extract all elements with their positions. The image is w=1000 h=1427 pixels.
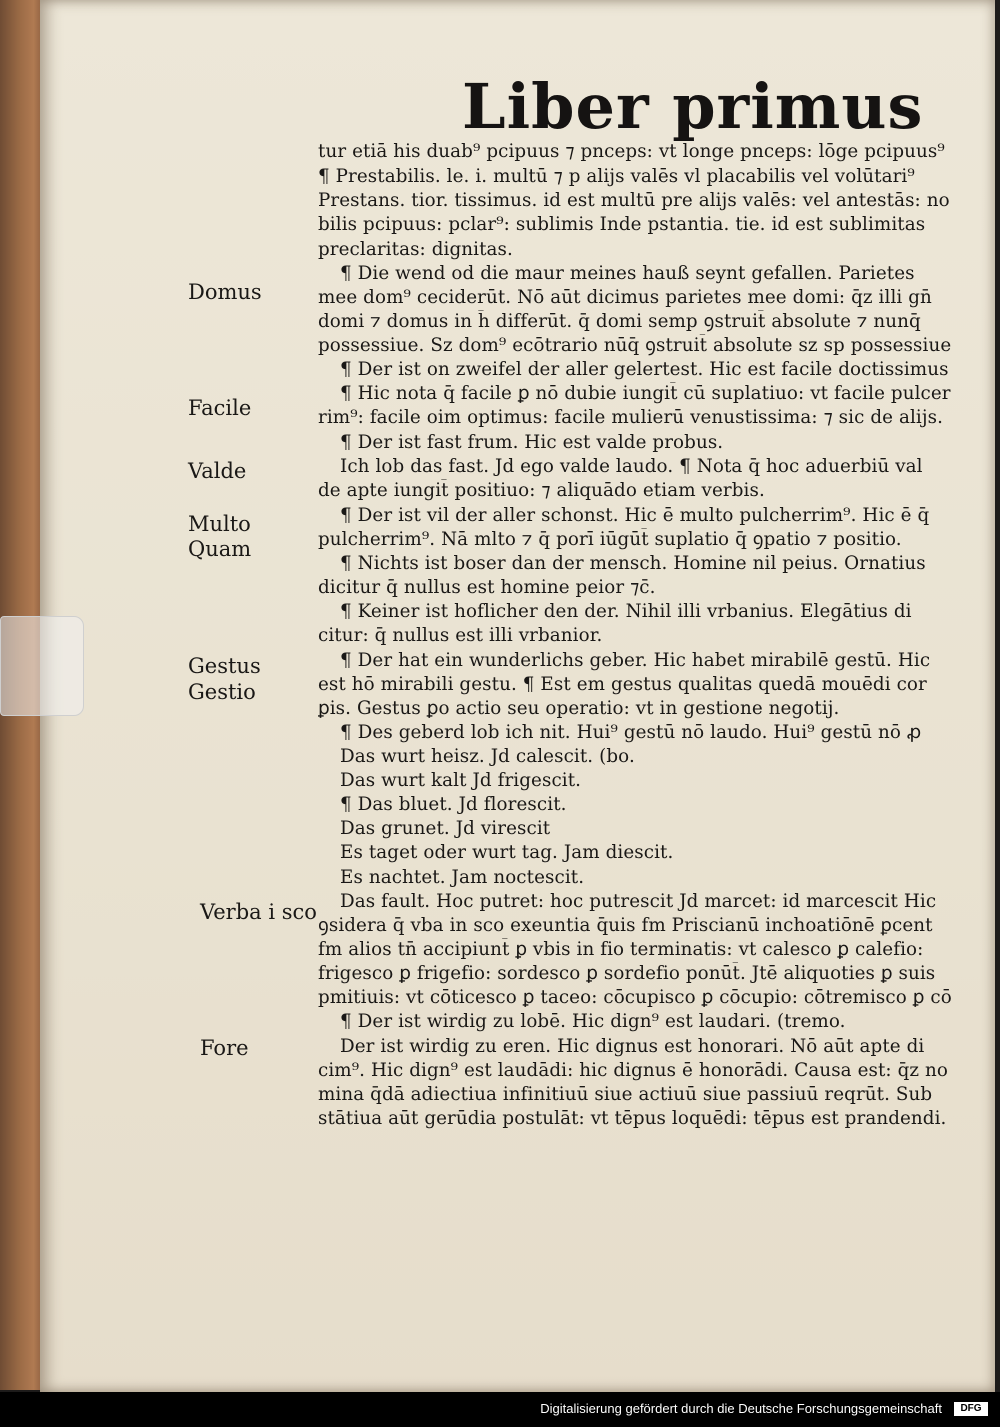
- margin-note: Multo: [188, 512, 251, 536]
- text-line: ¶ Der ist fast frum. Hic est valde probus.: [340, 432, 724, 453]
- text-line: ¶ Hic nota q̄ facile ꝑ nō dubie iungit̄ cū suplatiuo: vt facile pulcer: [340, 383, 951, 404]
- text-line: rim⁹: facile oim optimus: facile mulierū venustissima: ⁊ sic de alijs.: [318, 407, 944, 428]
- text-line: ꝑis. Gestus ꝑo actio seu operatio: vt in gestione negotij.: [318, 698, 840, 719]
- text-line: Das wurt kalt Jd frigescit.: [340, 770, 582, 791]
- text-line: Es taget oder wurt tag. Jam diescit.: [340, 842, 674, 863]
- text-line: possessiue. Sz dom⁹ ecōtrario nūq̄ ꝯstruit̄ absolute sz sp possessiue: [318, 335, 952, 356]
- text-line: bilis pcipuus: pclar⁹: sublimis Inde pstantia. tie. id est sublimitas: [318, 214, 926, 235]
- text-line: ¶ Der ist vil der aller schonst. Hic ē multo pulcherrim⁹. Hic ē q̄: [340, 505, 930, 526]
- text-line: Das fault. Hoc putret: hoc putrescit Jd marcet: id marcescit Hic: [340, 891, 937, 912]
- text-line: ¶ Der ist wirdig zu lobē. Hic dign⁹ est laudari. (tremo.: [340, 1011, 846, 1032]
- margin-note: Domus: [188, 280, 262, 304]
- text-line: domi ⁊ domus in h̄ differūt. q̄ domi semp ꝯstruit̄ absolute ⁊ nunq̄: [318, 311, 921, 332]
- text-line: Das wurt heisz. Jd calescit. (bo.: [340, 746, 635, 767]
- text-line: mee dom⁹ ceciderūt. Nō aūt dicimus parietes mee domi: q̄z illi gn̄: [318, 287, 932, 308]
- margin-note: Verba i sco: [200, 900, 317, 924]
- text-line: stātiua aūt gerūdia postulāt: vt tēpus loquēdi: tēpus est prandendi.: [318, 1108, 947, 1129]
- page-clip: [0, 616, 84, 716]
- footer-bar: [0, 1392, 1000, 1427]
- text-line: pulcherrim⁹. Nā mlto ⁊ q̄ porī iūgūt̄ suplatio q̄ ꝯpatio ⁊ positio.: [318, 529, 902, 550]
- margin-note: Facile: [188, 396, 252, 420]
- text-line: Prestans. tior. tissimus. id est multū pre alijs valēs: vel antestās: no: [318, 190, 950, 211]
- text-line: frigesco ꝑ frigefio: sordesco ꝑ sordefio ponūt̄. Jtē aliquoties ꝑ suis: [318, 963, 936, 984]
- text-line: Ich lob das fast. Jd ego valde laudo. ¶ Nota q̄ hoc aduerbiū val: [340, 456, 923, 477]
- text-line: tur etiā his duab⁹ pcipuus ⁊ pnceps: vt longe pnceps: lōge pcipuus⁹: [318, 141, 945, 162]
- text-line: est hō mirabili gestu. ¶ Est em gestus qualitas quedā mouēdi cor: [318, 674, 927, 695]
- text-line: Es nachtet. Jam noctescit.: [340, 867, 585, 888]
- text-line: ¶ Keiner ist hoflicher den der. Nihil illi vrbanius. Elegātius di: [340, 601, 912, 622]
- margin-note: Valde: [188, 459, 247, 483]
- text-line: ¶ Der ist on zweifel der aller gelertest. Hic est facile doctissimus: [340, 359, 949, 380]
- text-line: citur: q̄ nullus est illi vrbanior.: [318, 625, 603, 646]
- margin-note: Gestio: [188, 680, 256, 704]
- text-line: pmitiuis: vt cōticesco ꝑ taceo: cōcupisco ꝑ cōcupio: cōtremisco ꝑ cō: [318, 987, 952, 1008]
- text-line: ¶ Nichts ist boser dan der mensch. Homine nil peius. Ornatius: [340, 553, 926, 574]
- text-line: Das grunet. Jd virescit: [340, 818, 551, 839]
- margin-note: Fore: [200, 1036, 249, 1060]
- text-line: ¶ Das bluet. Jd florescit.: [340, 794, 567, 815]
- text-line: Der ist wirdig zu eren. Hic dignus est honorari. Nō aūt apte di: [340, 1036, 925, 1057]
- text-line: cim⁹. Hic dign⁹ est laudādi: hic dignus ē honorādi. Causa est: q̄z no: [318, 1060, 949, 1081]
- text-line: de apte iungit̄ positiuo: ⁊ aliquādo etiam verbis.: [318, 480, 765, 501]
- text-line: ¶ Des geberd lob ich nit. Hui⁹ gestū nō laudo. Hui⁹ gestū nō ꝓ: [340, 722, 922, 743]
- text-line: ¶ Der hat ein wunderlichs geber. Hic habet mirabilē gestū. Hic: [340, 650, 931, 671]
- running-head: Liber primus: [462, 70, 924, 143]
- margin-note: Gestus: [188, 654, 261, 678]
- funding-notice: Digitalisierung gefördert durch die Deutsche Forschungsgemeinschaft: [540, 1401, 942, 1416]
- text-line: ¶ Prestabilis. le. i. multū ⁊ p alijs valēs vl placabilis vel volūtari⁹: [318, 166, 915, 187]
- text-line: dicitur q̄ nullus est homine peior ⁊c̄.: [318, 577, 656, 598]
- text-line: ꝯsidera q̄ vba in sco exeuntia q̄uis fm Priscianū inchoatiōnē ꝑcent: [318, 915, 933, 936]
- text-line: fm alios tn̄ accipiunt̄ ꝑ vbis in fio terminatis: vt calesco ꝑ calefio:: [318, 939, 924, 960]
- dfg-logo: DFG: [954, 1402, 988, 1416]
- margin-note: Quam: [188, 537, 252, 561]
- text-line: preclaritas: dignitas.: [318, 239, 513, 260]
- text-line: mina q̄dā adiectiua infinitiuū siue actiuū siue passiuū reqrūt. Sub: [318, 1084, 933, 1105]
- text-line: ¶ Die wend od die maur meines hauß seynt gefallen. Parietes: [340, 263, 915, 284]
